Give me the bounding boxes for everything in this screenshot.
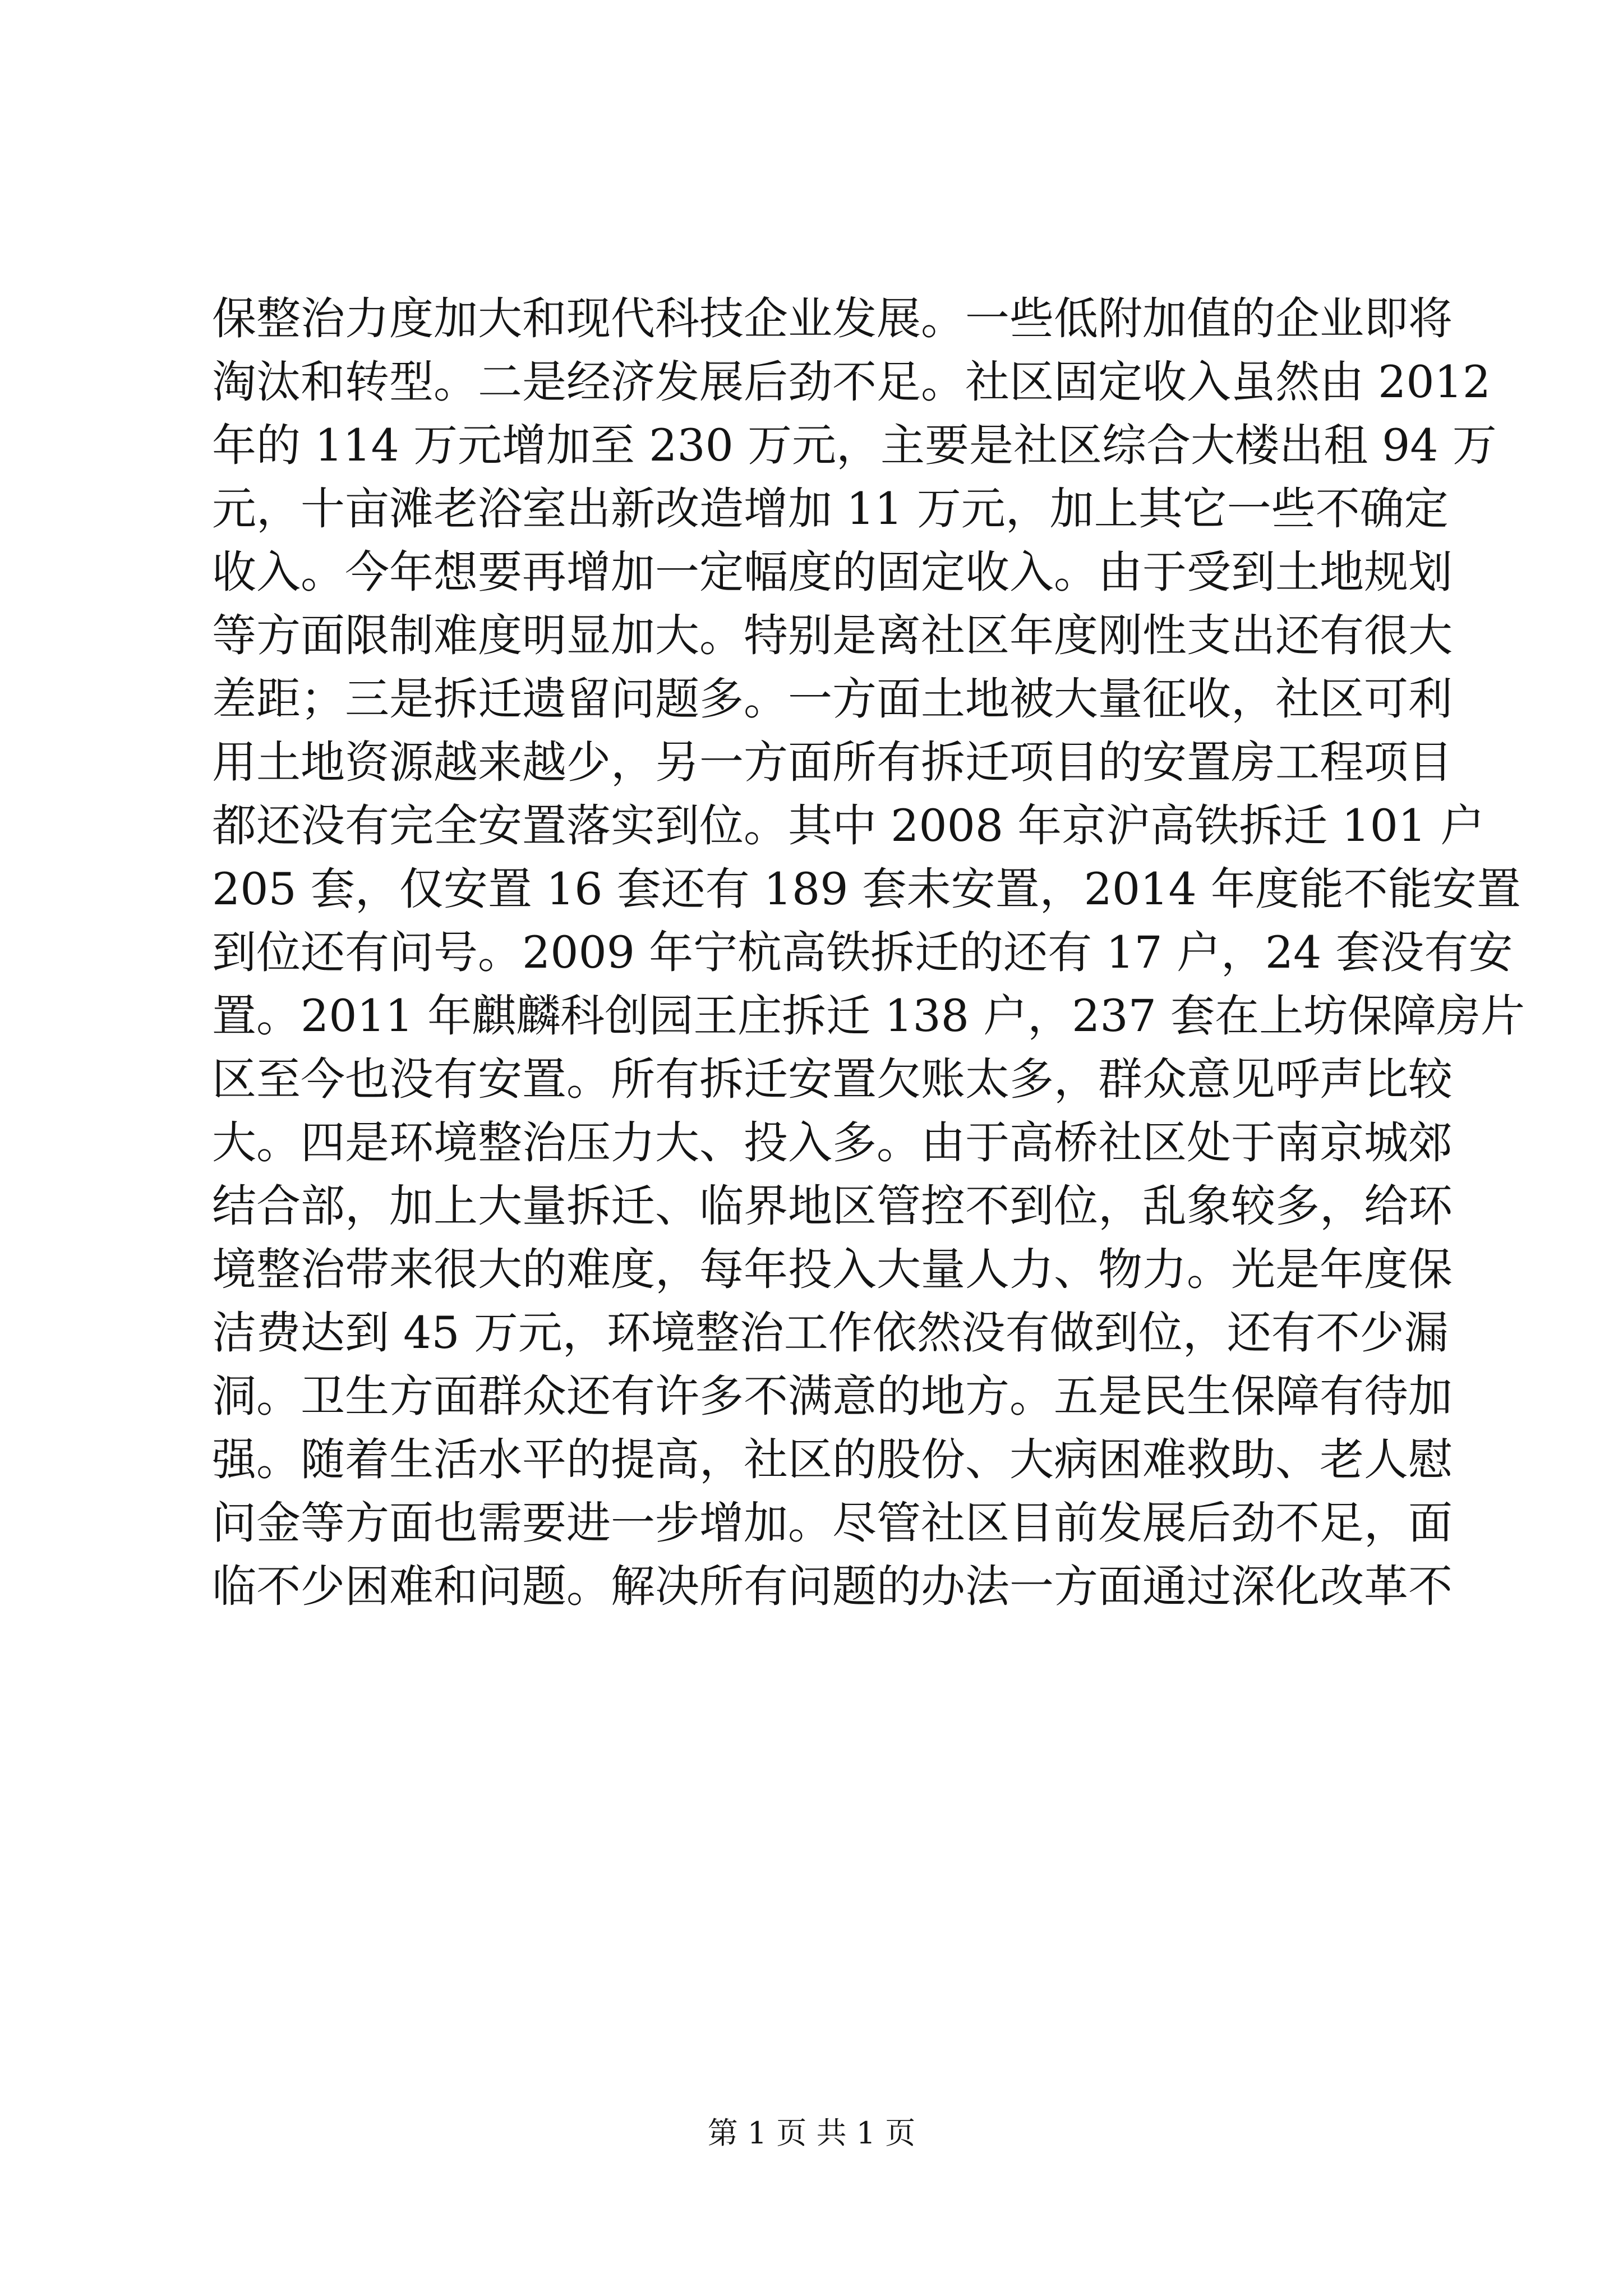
text-line-5: 收入。今年想要再增加一定幅度的固定收入。由于受到土地规划 (212, 546, 1453, 598)
text-line-7: 差距；三是拆迁遗留问题多。一方面土地被大量征收，社区可利 (212, 673, 1453, 725)
text-line-6: 等方面限制难度明显加大。特别是离社区年度刚性支出还有很大 (212, 610, 1453, 661)
text-line-16: 境整治带来很大的难度，每年投入大量人力、物力。光是年度保 (212, 1244, 1453, 1295)
text-line-10: 205 套，仅安置 16 套还有 189 套未安置，2014 年度能不能安置 (212, 863, 1521, 915)
text-line-4: 元，十亩滩老浴室出新改造增加 11 万元，加上其它一些不确定 (212, 483, 1449, 535)
text-line-13: 区至今也没有安置。所有拆迁安置欠账太多，群众意见呼声比较 (212, 1053, 1453, 1105)
text-line-21: 临不少困难和问题。解决所有问题的办法一方面通过深化改革不 (212, 1561, 1453, 1612)
text-line-18: 洞。卫生方面群众还有许多不满意的地方。五是民生保障有待加 (212, 1370, 1453, 1422)
text-line-19: 强。随着生活水平的提高，社区的股份、大病困难救助、老人慰 (212, 1434, 1453, 1485)
text-line-14: 大。四是环境整治压力大、投入多。由于高桥社区处于南京城郊 (212, 1117, 1453, 1168)
text-line-15: 结合部，加上大量拆迁、临界地区管控不到位，乱象较多，给环 (212, 1180, 1453, 1232)
text-line-8: 用土地资源越来越少，另一方面所有拆迁项目的安置房工程项目 (212, 737, 1453, 788)
text-line-11: 到位还有问号。2009 年宁杭高铁拆迁的还有 17 户，24 套没有安 (212, 927, 1513, 978)
text-line-1: 保整治力度加大和现代科技企业发展。一些低附加值的企业即将 (212, 293, 1453, 344)
page-number-footer: 第 1 页 共 1 页 (707, 2115, 916, 2151)
text-line-17: 洁费达到 45 万元，环境整治工作依然没有做到位，还有不少漏 (212, 1307, 1449, 1359)
text-line-2: 淘汰和转型。二是经济发展后劲不足。社区固定收入虽然由 2012 (212, 356, 1491, 408)
text-line-12: 置。2011 年麒麟科创园王庄拆迁 138 户，237 套在上坊保障房片 (212, 990, 1525, 1042)
body-text (212, 287, 1525, 1618)
text-line-3: 年的 114 万元增加至 230 万元，主要是社区综合大楼出租 94 万 (212, 420, 1497, 471)
text-line-9: 都还没有完全安置落实到位。其中 2008 年京沪高铁拆迁 101 户 (212, 800, 1485, 852)
text-line-20: 问金等方面也需要进一步增加。尽管社区目前发展后劲不足，面 (212, 1497, 1453, 1549)
